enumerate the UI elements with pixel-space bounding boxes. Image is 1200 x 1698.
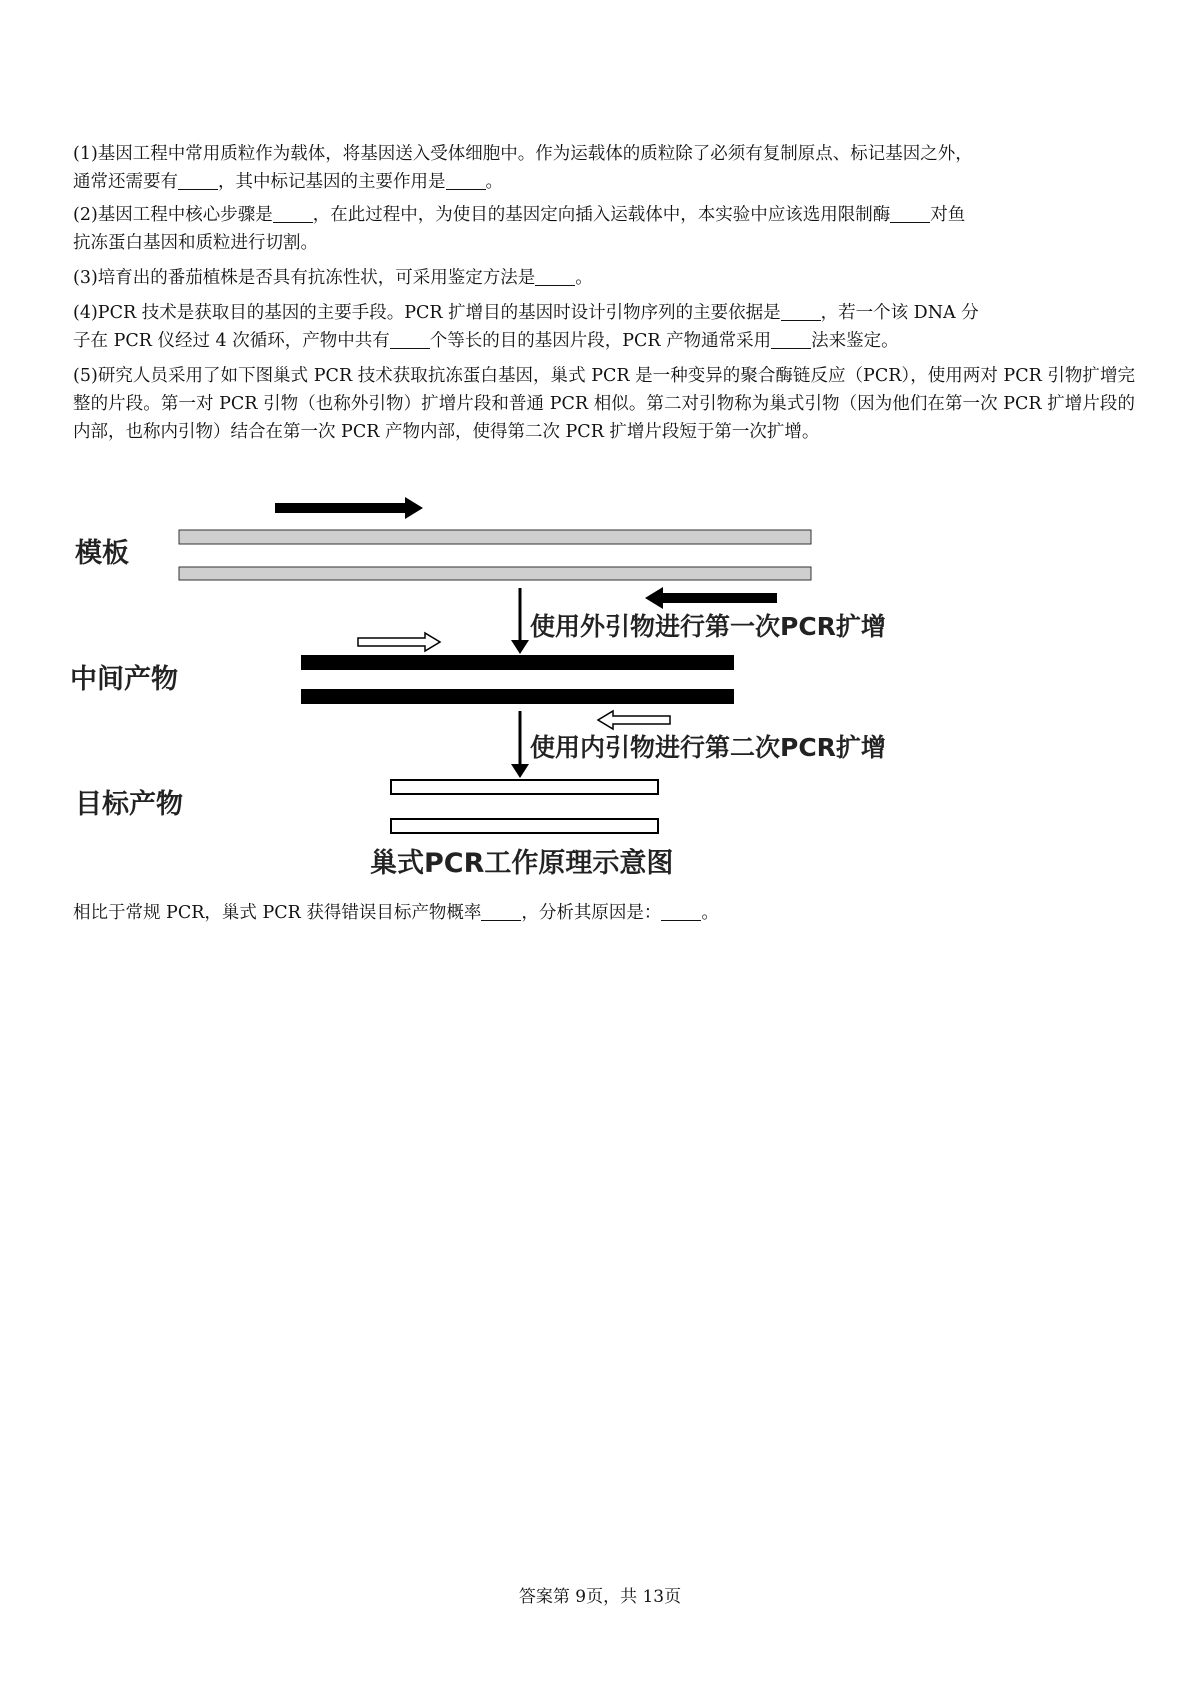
q1-text: (1)基因工程中常用质粒作为载体，将基因送入受体细胞中。作为运载体的质粒除了必须有复制原点、标记基因之外，: [73, 144, 973, 164]
answer-blank[interactable]: [771, 330, 811, 349]
intermediate-strand-top: [301, 655, 734, 670]
label-intermediate: 中间产物: [70, 664, 178, 695]
q2-text: ，在此过程中，为使目的基因定向插入运载体中，本实验中应该选用限制酶: [312, 205, 891, 225]
question-3: [73, 264, 1135, 292]
label-template: 模板: [75, 538, 129, 569]
q4-text: ，若一个该 DNA 分: [820, 303, 979, 323]
nested-pcr-diagram: [60, 490, 1020, 890]
question-2: [73, 201, 1135, 257]
answer-blank[interactable]: [446, 171, 486, 190]
answer-blank[interactable]: [890, 204, 930, 223]
question-4: [73, 299, 1135, 355]
page-footer: 答案第 9页，共 13页: [518, 1587, 682, 1607]
step2-label: 使用内引物进行第二次PCR扩增: [530, 733, 886, 762]
q4-text: 子在 PCR 仪经过 4 次循环，产物中共有: [73, 331, 390, 351]
q1-text: 。: [485, 172, 503, 192]
outer-reverse-primer-arrow: [645, 587, 777, 609]
q4-text: (4)PCR 技术是获取目的基因的主要手段。PCR 扩增目的基因时设计引物序列的主要依据是: [73, 303, 781, 323]
inner-forward-primer-arrow: [358, 633, 440, 651]
q1-text: ，其中标记基因的主要作用是: [218, 172, 446, 192]
diagram-caption: 巢式PCR工作原理示意图: [370, 848, 674, 879]
question-5: [73, 362, 1135, 446]
q4-text: 法来鉴定。: [811, 331, 899, 351]
q5-followup-text: ，分析其原因是：: [521, 903, 662, 923]
q3-text: (3)培育出的番茄植株是否具有抗冻性状，可采用鉴定方法是: [73, 268, 536, 288]
inner-reverse-primer-arrow: [598, 711, 670, 729]
target-strand-top: [391, 780, 658, 794]
down-arrow-1-head: [511, 640, 529, 654]
question-5-followup: [73, 899, 1135, 927]
intermediate-strand-bottom: [301, 689, 734, 704]
down-arrow-2-head: [511, 764, 529, 778]
q4-text: 个等长的目的基因片段，PCR 产物通常采用: [429, 331, 772, 351]
answer-blank[interactable]: [178, 171, 218, 190]
q2-text: 抗冻蛋白基因和质粒进行切割。: [73, 233, 318, 253]
question-1: [73, 140, 1135, 196]
template-strand-bottom: [179, 567, 811, 580]
target-strand-bottom: [391, 819, 658, 833]
q2-text: 对鱼: [930, 205, 966, 225]
answer-blank[interactable]: [390, 330, 430, 349]
q5-followup-text: 。: [701, 903, 719, 923]
label-target: 目标产物: [75, 789, 183, 820]
q5-text: (5)研究人员采用了如下图巢式 PCR 技术获取抗冻蛋白基因，巢式 PCR 是一种变异的聚合酶链反应（PCR），使用两对 PCR 引物扩增完整的片段。第一对 PCR 引物（也称外引物）扩增片段和普通 PCR 相似。第二对引物称为巢式引物（因为他们在第一次 PCR 扩增片段的内部，也称内引物）结合在第一次 PCR 产物内部，使得第二次 PCR 扩增片段短于第一次扩增。: [73, 366, 1135, 442]
q1-text: 通常还需要有: [73, 172, 178, 192]
answer-blank[interactable]: [481, 902, 521, 921]
q5-followup-text: 相比于常规 PCR，巢式 PCR 获得错误目标产物概率: [73, 903, 482, 923]
outer-forward-primer-arrow: [275, 497, 423, 519]
answer-blank[interactable]: [273, 204, 313, 223]
step1-label: 使用外引物进行第一次PCR扩增: [530, 612, 886, 641]
answer-blank[interactable]: [781, 302, 821, 321]
q2-text: (2)基因工程中核心步骤是: [73, 205, 273, 225]
q3-text: 。: [575, 268, 593, 288]
answer-blank[interactable]: [661, 902, 701, 921]
answer-blank[interactable]: [535, 267, 575, 286]
template-strand-top: [179, 530, 811, 544]
